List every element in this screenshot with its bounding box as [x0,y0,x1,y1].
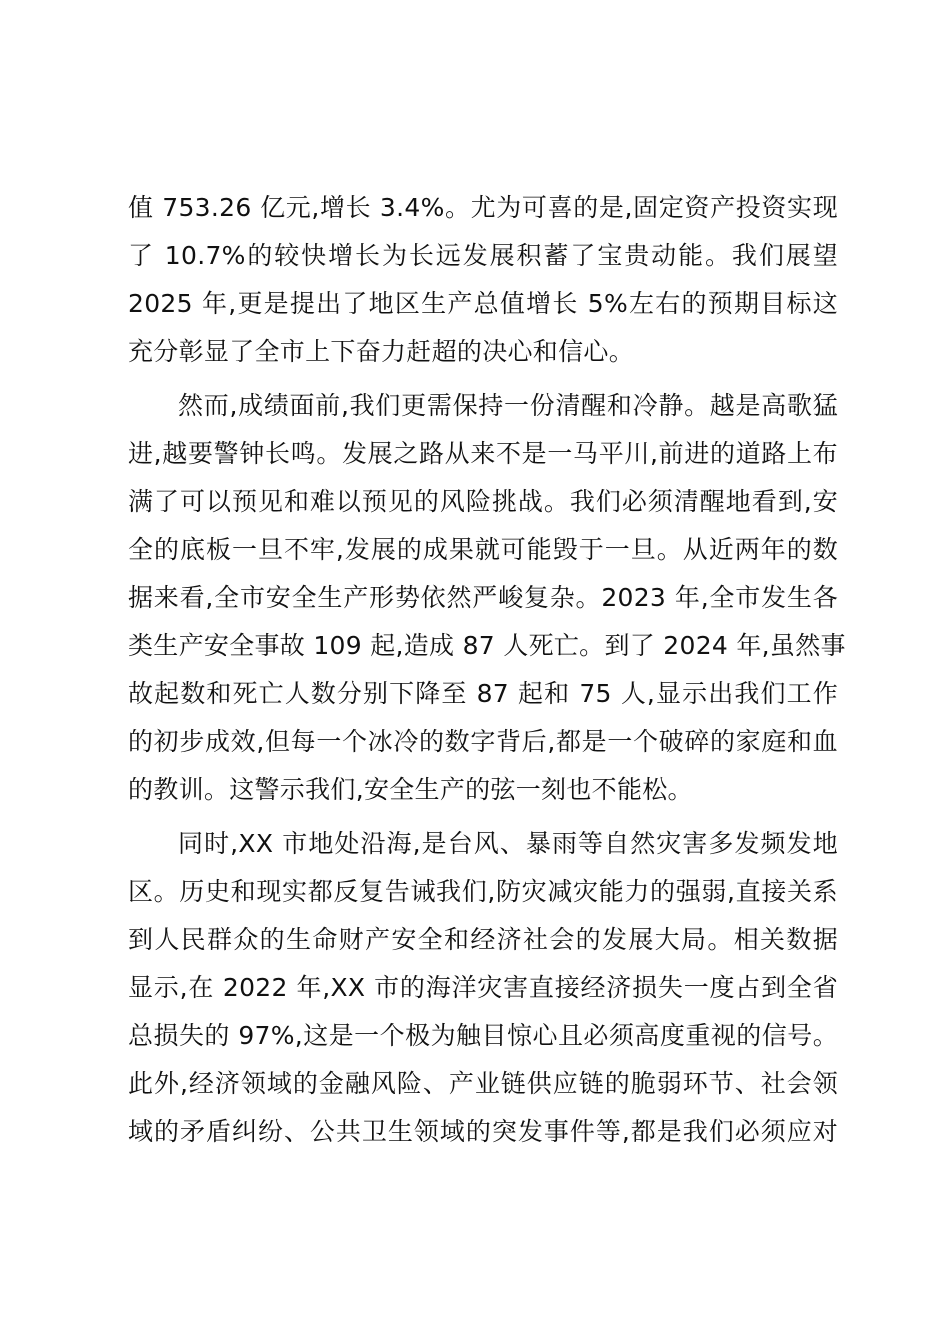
text-line: 了 10.7%的较快增长为长远发展积蓄了宝贵动能。我们展望 [128,241,838,270]
text-line: 此外,经济领域的金融风险、产业链供应链的脆弱环节、社会领 [128,1069,838,1098]
text-line: 满了可以预见和难以预见的风险挑战。我们必须清醒地看到,安 [128,487,838,516]
text-line: 故起数和死亡人数分别下降至 87 起和 75 人,显示出我们工作 [128,679,838,708]
text-line: 总损失的 97%,这是一个极为触目惊心且必须高度重视的信号。 [128,1021,838,1050]
text-line: 充分彰显了全市上下奋力赶超的决心和信心。 [128,337,635,366]
text-line: 的教训。这警示我们,安全生产的弦一刻也不能松。 [128,775,693,804]
text-line: 然而,成绩面前,我们更需保持一份清醒和冷静。越是高歌猛 [178,391,838,420]
text-line: 区。历史和现实都反复告诫我们,防灾减灾能力的强弱,直接关系 [128,877,838,906]
text-line: 的初步成效,但每一个冰冷的数字背后,都是一个破碎的家庭和血 [128,727,838,756]
text-line: 类生产安全事故 109 起,造成 87 人死亡。到了 2024 年,虽然事 [128,631,846,660]
text-line: 全的底板一旦不牢,发展的成果就可能毁于一旦。从近两年的数 [128,535,838,564]
text-line: 显示,在 2022 年,XX 市的海洋灾害直接经济损失一度占到全省 [128,973,838,1002]
text-line: 同时,XX 市地处沿海,是台风、暴雨等自然灾害多发频发地 [178,829,838,858]
text-line: 进,越要警钟长鸣。发展之路从来不是一马平川,前进的道路上布 [128,439,838,468]
text-line: 到人民群众的生命财产安全和经济社会的发展大局。相关数据 [128,925,838,954]
text-line: 域的矛盾纠纷、公共卫生领域的突发事件等,都是我们必须应对 [128,1117,838,1146]
text-line: 2025 年,更是提出了地区生产总值增长 5%左右的预期目标这 [128,289,838,318]
text-line: 据来看,全市安全生产形势依然严峻复杂。2023 年,全市发生各 [128,583,838,612]
text-line: 值 753.26 亿元,增长 3.4%。尤为可喜的是,固定资产投资实现 [128,193,838,222]
